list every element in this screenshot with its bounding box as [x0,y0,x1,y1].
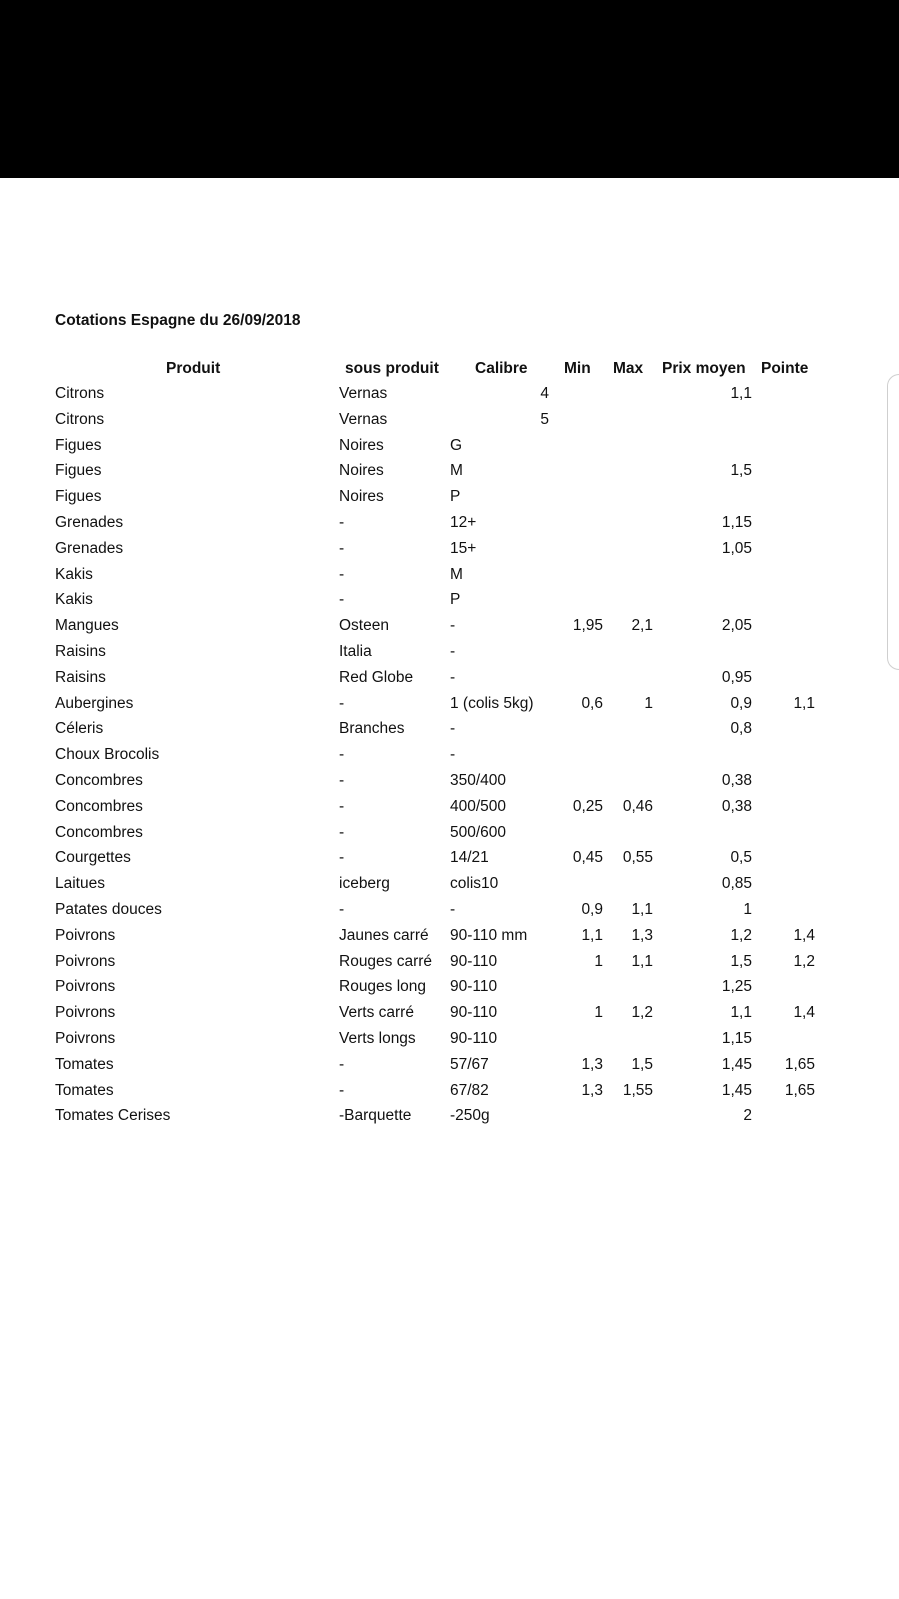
table-row [0,1052,899,1078]
cell-prix-moyen: 1,25 [721,978,752,995]
cell-sous-produit: -Barquette [339,1107,412,1124]
cell-calibre: 90-110 mm [450,927,528,944]
cell-sous-produit: - [339,591,345,608]
cell-produit: Céleris [55,720,104,737]
cell-sous-produit: - [339,540,345,557]
table-row [0,949,899,975]
cell-prix-moyen: 2,05 [721,617,752,634]
cell-calibre: 90-110 [450,1004,498,1021]
table-row [0,794,899,820]
cell-pointe: 1,4 [793,1004,815,1021]
cell-calibre: 4 [540,385,549,402]
cell-max: 1,5 [631,1056,653,1073]
cell-produit: Poivrons [55,953,116,970]
cell-calibre: M [450,462,463,479]
cell-sous-produit: Branches [339,720,405,737]
cell-calibre: 400/500 [450,798,507,815]
cell-produit: Figues [55,488,102,505]
cell-max: 1,55 [622,1082,653,1099]
cell-prix-moyen: 0,38 [721,772,752,789]
cell-sous-produit: Italia [339,643,372,660]
table-row [0,897,899,923]
cell-prix-moyen: 0,9 [730,695,752,712]
cell-produit: Poivrons [55,1004,116,1021]
cell-calibre: P [450,488,461,505]
cell-min: 0,25 [572,798,603,815]
table-row [0,407,899,433]
cell-pointe: 1,2 [793,953,815,970]
table-row [0,433,899,459]
cell-calibre: - [450,720,456,737]
cell-sous-produit: Osteen [339,617,389,634]
table-row [0,381,899,407]
cell-produit: Poivrons [55,1030,116,1047]
cell-sous-produit: - [339,772,345,789]
table-row [0,587,899,613]
cell-prix-moyen: 1 [743,901,752,918]
cell-produit: Tomates [55,1082,114,1099]
table-row [0,639,899,665]
table-row [0,691,899,717]
table-row [0,1000,899,1026]
cell-sous-produit: - [339,1082,345,1099]
table-row [0,820,899,846]
cell-prix-moyen: 0,85 [721,875,752,892]
cell-pointe: 1,65 [784,1056,815,1073]
cell-sous-produit: - [339,695,345,712]
cell-prix-moyen: 2 [743,1107,752,1124]
cell-calibre: 1 (colis 5kg) [450,695,534,712]
table-row [0,742,899,768]
cell-sous-produit: Noires [339,488,384,505]
cell-calibre: 90-110 [450,978,498,995]
cell-min: 1,95 [572,617,603,634]
cell-produit: Kakis [55,566,93,583]
cell-prix-moyen: 0,95 [721,669,752,686]
cell-sous-produit: Noires [339,437,384,454]
cell-calibre: 67/82 [450,1082,489,1099]
cell-calibre: 350/400 [450,772,507,789]
cell-produit: Grenades [55,540,124,557]
table-row [0,458,899,484]
cell-min: 1 [594,1004,603,1021]
table-header-row [0,356,899,382]
cell-sous-produit: Noires [339,462,384,479]
cell-max: 2,1 [631,617,653,634]
cell-calibre: M [450,566,463,583]
table-row [0,510,899,536]
cell-produit: Concombres [55,798,143,815]
cell-prix-moyen: 1,1 [730,1004,752,1021]
document-title: Cotations Espagne du 26/09/2018 [55,312,301,329]
table-row [0,923,899,949]
cell-produit: Citrons [55,411,105,428]
cell-prix-moyen: 1,5 [730,462,752,479]
cell-sous-produit: Verts carré [339,1004,414,1021]
cell-produit: Courgettes [55,849,131,866]
cell-calibre: - [450,746,456,763]
cell-produit: Mangues [55,617,119,634]
cell-produit: Tomates Cerises [55,1107,171,1124]
cell-produit: Concombres [55,824,143,841]
cell-calibre: 57/67 [450,1056,489,1073]
cell-calibre: -250g [450,1107,490,1124]
cell-sous-produit: iceberg [339,875,390,892]
cell-produit: Citrons [55,385,105,402]
cell-pointe: 1,65 [784,1082,815,1099]
cell-prix-moyen: 0,8 [730,720,752,737]
cell-max: 1,1 [631,953,653,970]
cell-min: 0,45 [572,849,603,866]
cell-sous-produit: - [339,566,345,583]
cell-produit: Grenades [55,514,124,531]
cell-sous-produit: - [339,849,345,866]
cell-sous-produit: Verts longs [339,1030,416,1047]
cell-produit: Laitues [55,875,105,892]
cell-sous-produit: - [339,1056,345,1073]
table-row [0,665,899,691]
cell-prix-moyen: 1,5 [730,953,752,970]
cell-calibre: 12+ [450,514,477,531]
cell-min: 0,9 [581,901,603,918]
cell-prix-moyen: 0,5 [730,849,752,866]
cell-produit: Kakis [55,591,93,608]
table-row [0,871,899,897]
table-row [0,484,899,510]
cell-max: 1,1 [631,901,653,918]
cell-produit: Patates douces [55,901,162,918]
table-row [0,562,899,588]
cell-min: 1,1 [581,927,603,944]
cell-calibre: - [450,617,456,634]
table-row [0,1078,899,1104]
cell-sous-produit: - [339,746,345,763]
cell-sous-produit: - [339,824,345,841]
cell-max: 1,3 [631,927,653,944]
cell-sous-produit: - [339,514,345,531]
cell-pointe: 1,4 [793,927,815,944]
cell-produit: Choux Brocolis [55,746,160,763]
cell-sous-produit: Rouges long [339,978,427,995]
table-row [0,536,899,562]
top-black-bar [0,0,899,178]
cell-max: 1 [644,695,653,712]
header-min: Min [564,360,591,377]
cell-max: 0,55 [622,849,653,866]
cell-prix-moyen: 1,2 [730,927,752,944]
cell-pointe: 1,1 [793,695,815,712]
cell-sous-produit: - [339,901,345,918]
cell-sous-produit: Red Globe [339,669,414,686]
cell-min: 1,3 [581,1082,603,1099]
header-produit: Produit [166,360,221,377]
cell-produit: Figues [55,462,102,479]
header-sous-produit: sous produit [345,360,439,377]
cell-sous-produit: Vernas [339,385,388,402]
cell-sous-produit: - [339,798,345,815]
table-row [0,845,899,871]
cell-prix-moyen: 1,1 [730,385,752,402]
cell-produit: Concombres [55,772,143,789]
table-row [0,974,899,1000]
cell-calibre: - [450,669,456,686]
cell-produit: Poivrons [55,978,116,995]
cell-calibre: - [450,901,456,918]
cell-calibre: 15+ [450,540,477,557]
cell-produit: Figues [55,437,102,454]
table-row [0,613,899,639]
table-row [0,1026,899,1052]
cell-calibre: P [450,591,461,608]
cell-calibre: 5 [540,411,549,428]
cell-max: 1,2 [631,1004,653,1021]
cell-sous-produit: Vernas [339,411,388,428]
cell-prix-moyen: 0,38 [721,798,752,815]
table-row [0,768,899,794]
cell-calibre: 500/600 [450,824,507,841]
header-calibre: Calibre [475,360,528,377]
cell-calibre: 90-110 [450,953,498,970]
cell-prix-moyen: 1,45 [721,1056,752,1073]
cell-produit: Raisins [55,643,106,660]
cell-produit: Aubergines [55,695,134,712]
cell-max: 0,46 [622,798,653,815]
cell-produit: Tomates [55,1056,114,1073]
cell-sous-produit: Jaunes carré [339,927,429,944]
table-row [0,716,899,742]
cell-calibre: 14/21 [450,849,489,866]
cell-sous-produit: Rouges carré [339,953,433,970]
cell-min: 1,3 [581,1056,603,1073]
cell-prix-moyen: 1,15 [721,1030,752,1047]
cell-calibre: 90-110 [450,1030,498,1047]
cell-min: 0,6 [581,695,603,712]
cell-calibre: colis10 [450,875,499,892]
cell-produit: Raisins [55,669,106,686]
cell-produit: Poivrons [55,927,116,944]
header-max: Max [613,360,644,377]
header-pointe: Pointe [761,360,809,377]
table-row [0,1103,899,1129]
cell-calibre: - [450,643,456,660]
header-prix-moyen: Prix moyen [662,360,746,377]
cell-prix-moyen: 1,15 [721,514,752,531]
cell-prix-moyen: 1,45 [721,1082,752,1099]
cell-prix-moyen: 1,05 [721,540,752,557]
cell-calibre: G [450,437,463,454]
cell-min: 1 [594,953,603,970]
